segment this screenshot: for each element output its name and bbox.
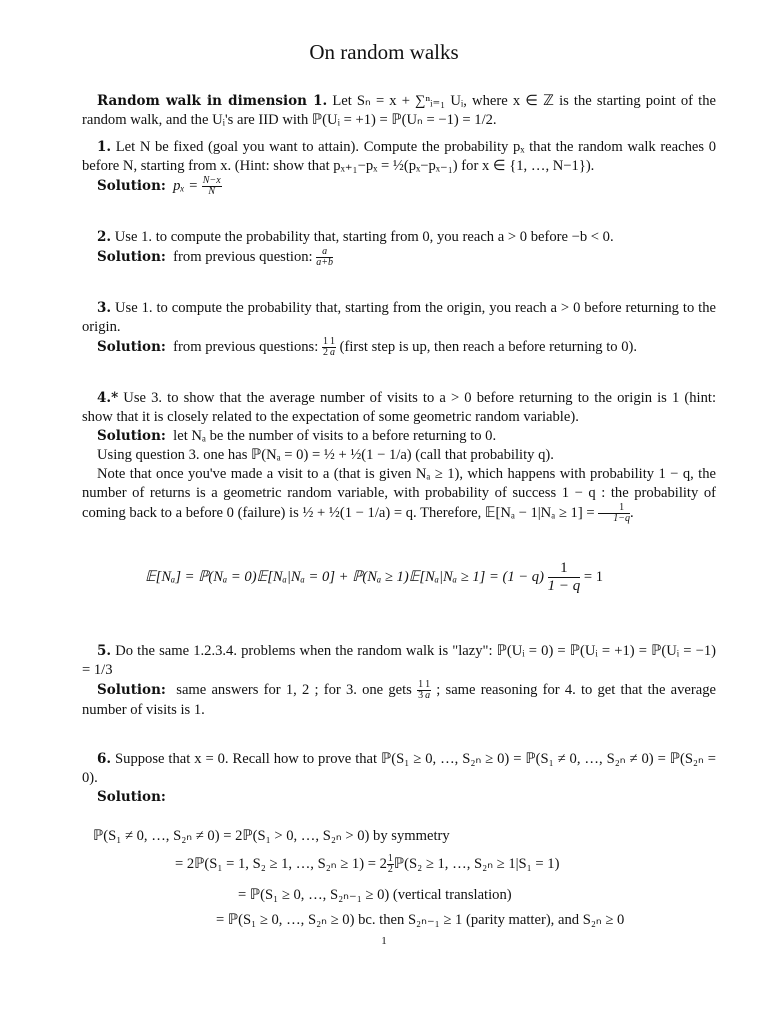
question-2 — [82, 228, 716, 268]
question-2-solution-fraction — [316, 247, 333, 268]
question-6-text: Suppose that x = 0. Recall how to prove that ℙ(S₁ ≥ 0, …, S₂ₙ ≥ 0) = ℙ(S₁ ≠ 0, …, S₂ₙ ≠ 0) = ℙ(S₂ₙ = 0). — [82, 751, 716, 786]
question-4-display-fraction — [548, 560, 581, 595]
question-5-solution-after: ; same reasoning for 4. to get that the average number of visits is 1. — [82, 681, 716, 718]
question-4: 4.* Use 3. to show that the average number of visits to a > 0 before returning to the origin is 1 (hint: show that it is closely related to the expectation of some geometric random variable). Solution: let Nₐ be the number of visits to a before returning to 0. Using question 3. one has ℙ(Nₐ = 0) = ½ + ½(1 − 1/a) (call that probability q). Note that once you've made a visit to a (that is given Nₐ ≥ 1), which happens with probability 1 − q, the number of returns is a geometric random variable, with probability of success 1 − q : the probability of coming back to a before 0 (failure) is ½ + ½(1 − 1/a) = q. Therefore, 𝔼[Nₐ − 1|Nₐ ≥ 1] = $\frac{1}{1-q}$ . — [82, 390, 716, 524]
question-4-display-equation — [145, 560, 603, 595]
question-4-line-3: Note that once you've made a visit to a (that is given Nₐ ≥ 1), which happens with probability 1 − q, the number of returns is a geometric random variable, with probability of success 1 − q : the probability of coming back to a before 0 (failure) is ½ + ½(1 − 1/a) = q. Therefore, 𝔼[Nₐ − 1|Nₐ ≥ 1] = — [82, 466, 716, 521]
question-1-solution-fraction — [202, 176, 222, 197]
question-3-fraction-half: $\frac{1}{2}$ — [322, 336, 328, 358]
question-5-solution-text: same answers for 1, 2 ; for 3. one gets — [176, 681, 412, 698]
question-6-equation-2-denominator: 2 — [387, 864, 393, 875]
question-4-line-3-fraction — [598, 503, 630, 524]
page-title: On random walks — [309, 40, 459, 64]
question-4-solution-label: Solution: — [97, 428, 166, 444]
question-2-text: Use 1. to compute the probability that, starting from 0, you reach a > 0 before −b < 0. — [114, 229, 614, 245]
question-6-equation-2-lhs: = 2ℙ(S₁ = 1, S₂ ≥ 1, …, S₂ₙ ≥ 1) = 2 — [175, 855, 387, 872]
question-1-solution-label: Solution: — [97, 177, 166, 194]
intro-heading: Random walk in dimension 1. — [97, 93, 328, 109]
question-2-solution-numerator: a — [316, 247, 333, 258]
question-3-solution-text: from previous questions: — [173, 338, 319, 355]
question-2-number: 2. — [97, 229, 112, 245]
question-3 — [82, 299, 716, 358]
question-2-solution-denominator: a+b — [316, 257, 334, 268]
question-6-equation-2-numerator: 1 — [387, 853, 393, 864]
question-6-equation-1: ℙ(S₁ ≠ 0, …, S₂ₙ ≠ 0) = 2ℙ(S₁ > 0, …, S₂ₙ > 0) by symmetry — [93, 828, 450, 844]
question-6-number: 6. — [97, 751, 112, 767]
question-5-text: Do the same 1.2.3.4. problems when the random walk is "lazy": ℙ(Uᵢ = 0) = ℙ(Uᵢ = +1) = ℙ(Uᵢ = −1) = 1/3 — [82, 643, 716, 678]
question-1-text: Let N be fixed (goal you want to attain). Compute the probability pₓ that the random walk reaches 0 before N, starting from x. (Hint: show that pₓ₊₁−pₓ = ½(pₓ−pₓ₋₁) for x ∈ {1, …, N−1}). — [82, 139, 716, 174]
question-6-equation-4: = ℙ(S₁ ≥ 0, …, S₂ₙ ≥ 0) bc. then S₂ₙ₋₁ ≥ 1 (parity matter), and S₂ₙ ≥ 0 — [216, 912, 625, 928]
question-6-solution-label: Solution: — [97, 789, 166, 805]
question-3-solution-after: (first step is up, then reach a before returning to 0). — [339, 338, 638, 355]
question-5-fraction-one-over-a: $\frac{1}{a}$ — [425, 679, 431, 701]
question-3-solution-label: Solution: — [97, 338, 166, 355]
question-6-equation-2 — [175, 854, 559, 875]
question-2-solution-label: Solution: — [97, 248, 166, 265]
intro-text: Let Sₙ = x + ∑ⁿᵢ₌₁ Uᵢ, where x ∈ ℤ is the starting point of the random walk, and the Uᵢ's are IID with ℙ(Uᵢ = +1) = ℙ(Uₙ = −1) = 1/2. — [82, 93, 716, 128]
question-4-line-3-numerator: 1 — [598, 503, 630, 514]
question-6-equation-2-fraction — [387, 854, 394, 875]
question-4-display-numerator: 1 — [548, 560, 581, 578]
question-5-solution-label: Solution: — [97, 681, 166, 698]
question-6 — [82, 750, 716, 807]
question-4-text: Use 3. to show that the average number of visits to a > 0 before returning to the origin is 1 (hint: show that it is closely related to the expectation of some geometric random variable). — [82, 390, 716, 425]
intro-paragraph — [82, 92, 716, 130]
question-4-line-3-denominator: 1−q — [613, 513, 630, 524]
question-3-number: 3. — [97, 300, 112, 316]
question-1 — [82, 138, 716, 197]
question-1-number: 1. — [97, 139, 112, 155]
question-5-number: 5. — [97, 643, 112, 659]
question-4-line-2: Using question 3. one has ℙ(Nₐ = 0) = ½ + ½(1 − 1/a) (call that probability q). — [97, 447, 554, 463]
question-2-solution-text: from previous question: — [173, 248, 313, 265]
question-5-fraction-third: $\frac{1}{3}$ — [418, 679, 424, 701]
question-4-number: 4.* — [97, 390, 119, 406]
question-1-solution-lhs: pₓ = — [173, 177, 199, 194]
question-1-solution-denominator: N — [208, 186, 216, 197]
question-5 — [82, 642, 716, 720]
page-number: 1 — [381, 935, 387, 947]
question-3-fraction-one-over-a: $\frac{1}{a}$ — [329, 336, 335, 358]
question-4-display-lhs: 𝔼[Nₐ] = ℙ(Nₐ = 0)𝔼[Nₐ|Nₐ = 0] + ℙ(Nₐ ≥ 1)𝔼[Nₐ|Nₐ ≥ 1] = (1 − q) — [145, 568, 544, 585]
question-6-equation-3: = ℙ(S₁ ≥ 0, …, S₂ₙ₋₁ ≥ 0) (vertical translation) — [238, 887, 512, 903]
question-4-display-denominator: 1 − q — [547, 578, 581, 594]
question-3-text: Use 1. to compute the probability that, starting from the origin, you reach a > 0 before returning to the origin. — [82, 300, 716, 335]
question-6-equation-2-rhs: ℙ(S₂ ≥ 1, …, S₂ₙ ≥ 1|S₁ = 1) — [393, 855, 560, 872]
question-1-solution-numerator: N−x — [202, 175, 221, 186]
question-4-solution-text: let Nₐ be the number of visits to a before returning to 0. — [173, 428, 497, 444]
question-4-display-rhs: = 1 — [583, 568, 604, 585]
